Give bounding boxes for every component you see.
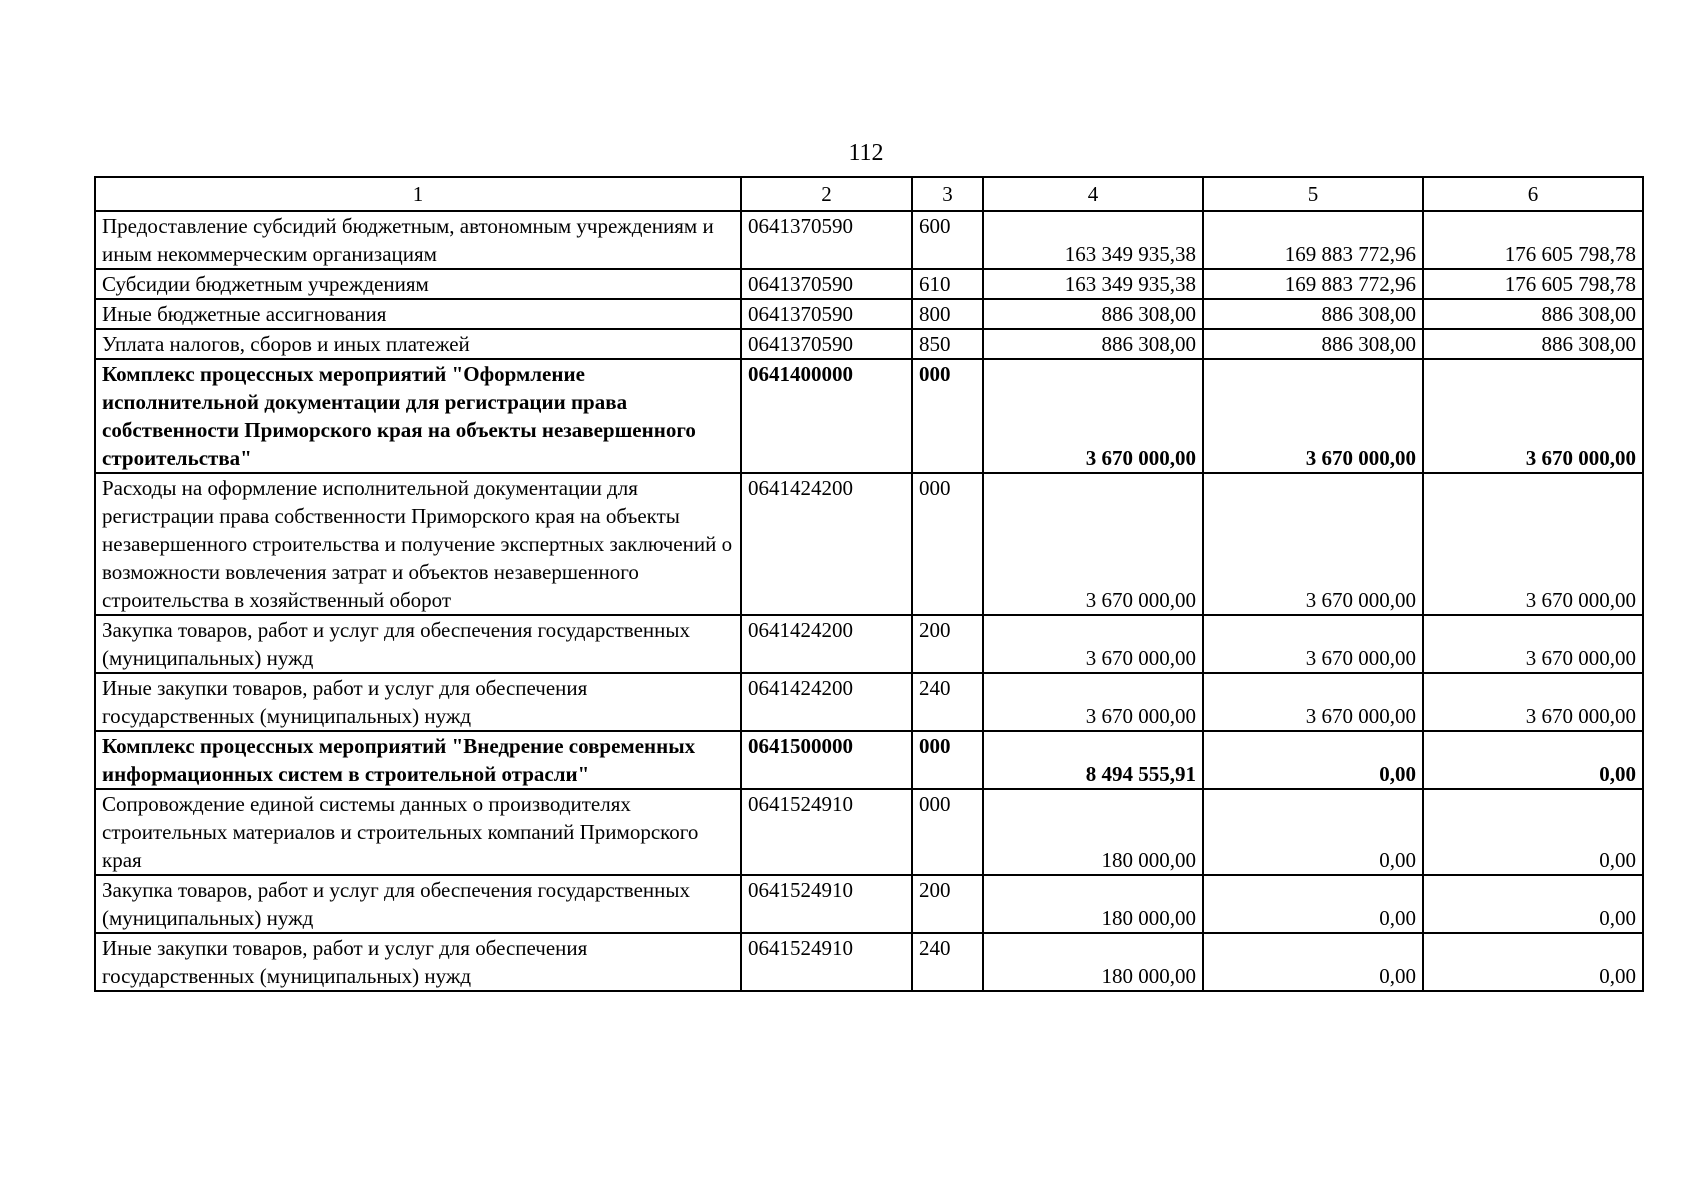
row-value-col4: 180 000,00	[983, 789, 1203, 875]
row-code-cell: 0641370590	[741, 329, 912, 359]
row-kvr-cell: 000	[912, 731, 983, 789]
row-kvr-cell: 600	[912, 211, 983, 269]
row-name-cell: Уплата налогов, сборов и иных платежей	[95, 329, 741, 359]
table-row	[95, 329, 1643, 359]
row-value-col6: 0,00	[1423, 933, 1643, 991]
row-value-col6: 3 670 000,00	[1423, 615, 1643, 673]
row-name-cell: Комплекс процессных мероприятий "Внедрение современных информационных систем в строительной отрасли"	[95, 731, 741, 789]
row-value-col5: 3 670 000,00	[1203, 615, 1423, 673]
row-value-col4: 180 000,00	[983, 875, 1203, 933]
row-value-col5: 3 670 000,00	[1203, 673, 1423, 731]
header-col-6: 6	[1423, 177, 1643, 211]
row-value-col4: 8 494 555,91	[983, 731, 1203, 789]
row-kvr-cell: 200	[912, 615, 983, 673]
row-value-col5: 0,00	[1203, 875, 1423, 933]
row-name-cell: Расходы на оформление исполнительной документации для регистрации права собственности Приморского края на объекты незавершенного строительства и получение экспертных заключений о возможности вовлечения затрат и объектов незавершенного строительства в хозяйственный оборот	[95, 473, 741, 615]
row-name-cell: Закупка товаров, работ и услуг для обеспечения государственных (муниципальных) нужд	[95, 875, 741, 933]
table-row	[95, 731, 1643, 789]
row-name-cell: Иные закупки товаров, работ и услуг для обеспечения государственных (муниципальных) нужд	[95, 673, 741, 731]
row-code-cell: 0641370590	[741, 299, 912, 329]
row-value-col5: 0,00	[1203, 731, 1423, 789]
table-row	[95, 673, 1643, 731]
row-value-col5: 169 883 772,96	[1203, 269, 1423, 299]
row-value-col4: 3 670 000,00	[983, 473, 1203, 615]
header-row	[95, 177, 1643, 211]
row-value-col6: 3 670 000,00	[1423, 359, 1643, 473]
table-row	[95, 875, 1643, 933]
row-value-col6: 3 670 000,00	[1423, 473, 1643, 615]
row-code-cell: 0641400000	[741, 359, 912, 473]
row-name-cell: Иные бюджетные ассигнования	[95, 299, 741, 329]
table-row	[95, 615, 1643, 673]
table-row	[95, 359, 1643, 473]
page-number: 112	[848, 140, 884, 166]
row-value-col4: 180 000,00	[983, 933, 1203, 991]
header-col-3: 3	[912, 177, 983, 211]
row-kvr-cell: 000	[912, 473, 983, 615]
header-col-1: 1	[95, 177, 741, 211]
row-value-col5: 3 670 000,00	[1203, 473, 1423, 615]
table-row	[95, 269, 1643, 299]
row-value-col6: 176 605 798,78	[1423, 211, 1643, 269]
row-code-cell: 0641524910	[741, 789, 912, 875]
row-name-cell: Сопровождение единой системы данных о производителях строительных материалов и строительных компаний Приморского края	[95, 789, 741, 875]
row-name-cell: Закупка товаров, работ и услуг для обеспечения государственных (муниципальных) нужд	[95, 615, 741, 673]
table-row	[95, 473, 1643, 615]
row-value-col5: 0,00	[1203, 789, 1423, 875]
row-kvr-cell: 800	[912, 299, 983, 329]
row-kvr-cell: 240	[912, 933, 983, 991]
row-code-cell: 0641424200	[741, 615, 912, 673]
row-value-col4: 163 349 935,38	[983, 211, 1203, 269]
row-code-cell: 0641424200	[741, 473, 912, 615]
row-kvr-cell: 850	[912, 329, 983, 359]
row-value-col6: 0,00	[1423, 731, 1643, 789]
table-row	[95, 933, 1643, 991]
row-value-col4: 163 349 935,38	[983, 269, 1203, 299]
row-code-cell: 0641524910	[741, 875, 912, 933]
header-col-4: 4	[983, 177, 1203, 211]
row-code-cell: 0641500000	[741, 731, 912, 789]
row-value-col4: 886 308,00	[983, 299, 1203, 329]
row-name-cell: Субсидии бюджетным учреждениям	[95, 269, 741, 299]
row-value-col6: 3 670 000,00	[1423, 673, 1643, 731]
row-name-cell: Предоставление субсидий бюджетным, автономным учреждениям и иным некоммерческим организациям	[95, 211, 741, 269]
row-value-col4: 3 670 000,00	[983, 615, 1203, 673]
row-value-col5: 169 883 772,96	[1203, 211, 1423, 269]
row-kvr-cell: 200	[912, 875, 983, 933]
row-value-col6: 176 605 798,78	[1423, 269, 1643, 299]
row-code-cell: 0641524910	[741, 933, 912, 991]
row-kvr-cell: 000	[912, 359, 983, 473]
row-name-cell: Иные закупки товаров, работ и услуг для обеспечения государственных (муниципальных) нужд	[95, 933, 741, 991]
header-col-2: 2	[741, 177, 912, 211]
row-value-col4: 3 670 000,00	[983, 673, 1203, 731]
row-kvr-cell: 240	[912, 673, 983, 731]
row-value-col5: 0,00	[1203, 933, 1423, 991]
row-value-col5: 886 308,00	[1203, 299, 1423, 329]
table-row	[95, 299, 1643, 329]
header-col-5: 5	[1203, 177, 1423, 211]
row-kvr-cell: 610	[912, 269, 983, 299]
row-value-col5: 3 670 000,00	[1203, 359, 1423, 473]
row-value-col6: 886 308,00	[1423, 299, 1643, 329]
row-kvr-cell: 000	[912, 789, 983, 875]
row-value-col5: 886 308,00	[1203, 329, 1423, 359]
table-row	[95, 789, 1643, 875]
budget-table	[94, 176, 1644, 992]
row-name-cell: Комплекс процессных мероприятий "Оформление исполнительной документации для регистрации права собственности Приморского края на объекты незавершенного строительства"	[95, 359, 741, 473]
row-value-col6: 886 308,00	[1423, 329, 1643, 359]
row-code-cell: 0641370590	[741, 211, 912, 269]
row-code-cell: 0641424200	[741, 673, 912, 731]
row-value-col4: 886 308,00	[983, 329, 1203, 359]
table-row	[95, 211, 1643, 269]
row-value-col6: 0,00	[1423, 789, 1643, 875]
row-value-col6: 0,00	[1423, 875, 1643, 933]
row-code-cell: 0641370590	[741, 269, 912, 299]
row-value-col4: 3 670 000,00	[983, 359, 1203, 473]
